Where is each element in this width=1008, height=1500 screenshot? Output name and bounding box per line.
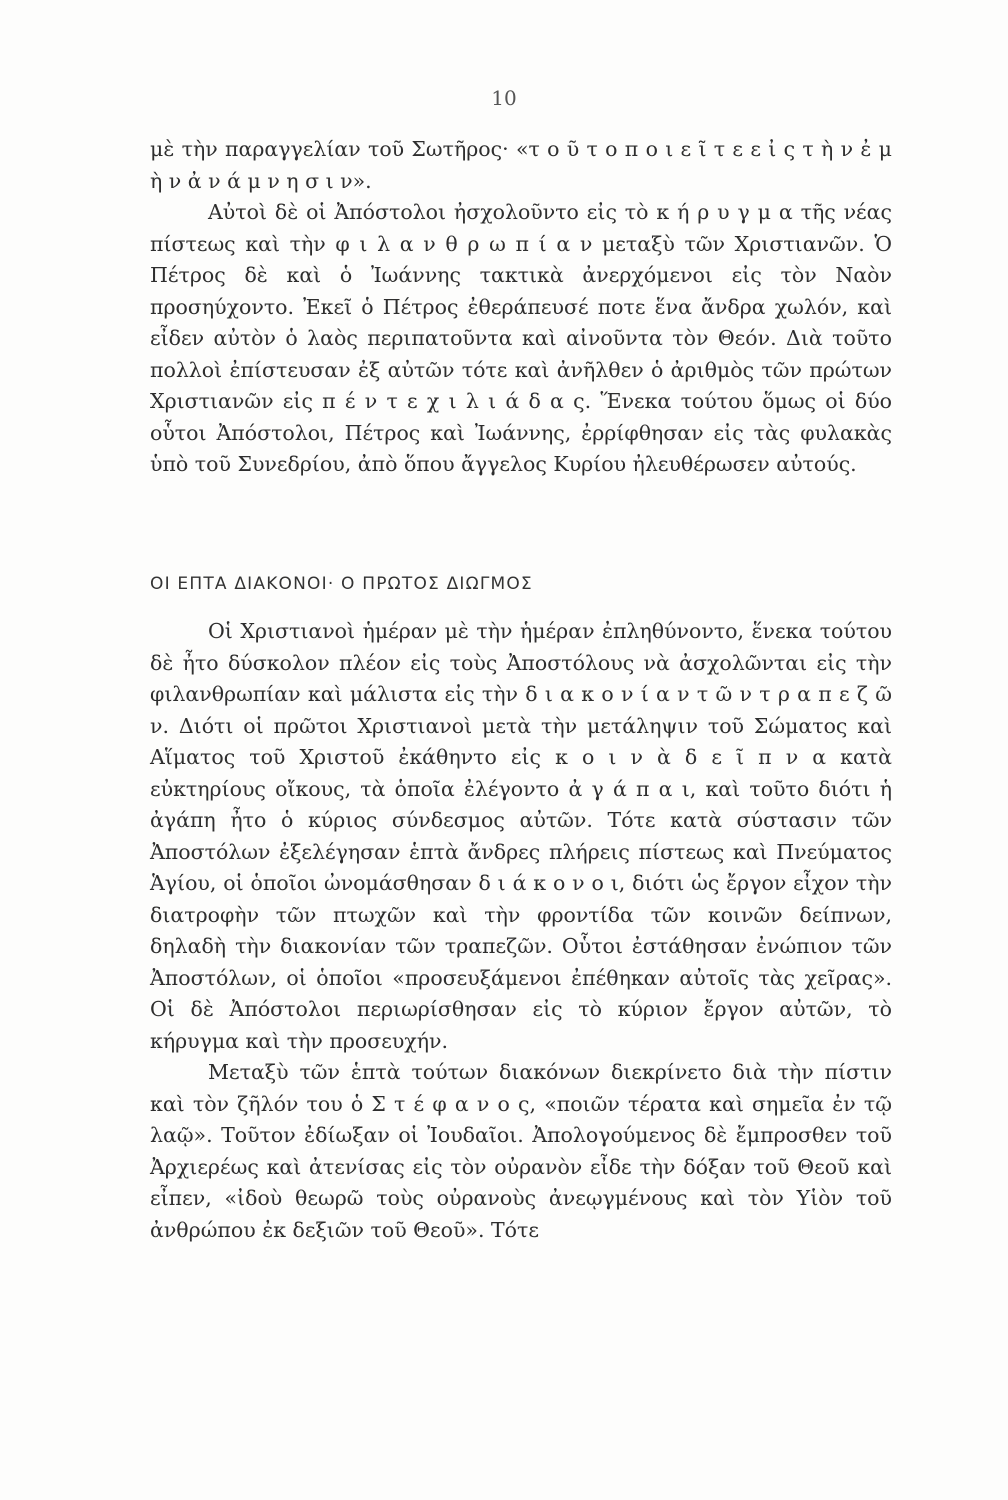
- paragraph: μὲ τὴν παραγγελίαν τοῦ Σωτῆρος· «τ ο ῦ τ ο π ο ι ε ῖ τ ε ε ἰ ς τ ὴ ν ἐ μ ὴ ν ἀ ν ά μ ν η σ ι ν».: [150, 137, 892, 193]
- paragraph: Οἱ Χριστιανοὶ ἡμέραν μὲ τὴν ἡμέραν ἐπληθύνοντο, ἕνεκα τούτου δὲ ἦτο δύσκολον πλέον εἰς τοὺς Ἀποστόλους νὰ ἀσχολῶνται εἰς τὴν φιλανθρωπίαν καὶ μάλιστα εἰς τὴν δ ι α κ ο ν ί α ν τ ῶ ν τ ρ α π ε ζ ῶ ν. Διότι οἱ πρῶτοι Χριστιανοὶ μετὰ τὴν μετάληψιν τοῦ Σώματος καὶ Αἵματος τοῦ Χριστοῦ ἐκάθηντο εἰς κ ο ι ν ὰ δ ε ῖ π ν α κατὰ εὐκτηρίους οἴκους, τὰ ὁποῖα ἐλέγοντο ἀ γ ά π α ι, καὶ τοῦτο διότι ἡ ἀγάπη ἦτο ὁ κύριος σύνδεσμος αὐτῶν. Τότε κατὰ σύστασιν τῶν Ἀποστόλων ἐξελέγησαν ἑπτὰ ἄνδρες πλήρεις πίστεως καὶ Πνεύματος Ἁγίου, οἱ ὁποῖοι ὠνομάσθησαν δ ι ά κ ο ν ο ι, διότι ὡς ἔργον εἶχον τὴν διατροφὴν τῶν πτωχῶν καὶ τὴν φροντίδα τῶν κοινῶν δείπνων, δηλαδὴ τὴν διακονίαν τῶν τραπεζῶν. Οὗτοι ἐστάθησαν ἐνώπιον τῶν Ἀποστόλων, οἱ ὁποῖοι «προσευξάμενοι ἐπέθηκαν αὐτοῖς τὰς χεῖρας». Οἱ δὲ Ἀπόστολοι περιωρίσθησαν εἰς τὸ κύριον ἔργον αὐτῶν, τὸ κήρυγμα καὶ τὴν προσευχήν.: [150, 619, 892, 1053]
- section-text-1: [150, 134, 892, 481]
- section-heading: ΟΙ ΕΠΤΑ ΔΙΑΚΟΝΟΙ· Ο ΠΡΩΤΟΣ ΔΙΩΓΜΟΣ: [150, 574, 533, 594]
- paragraph: Μεταξὺ τῶν ἑπτὰ τούτων διακόνων διεκρίνετο διὰ τὴν πίστιν καὶ τὸν ζῆλόν του ὁ Σ τ έ φ α ν ο ς, «ποιῶν τέρατα καὶ σημεῖα ἐν τῷ λαῷ». Τοῦτον ἐδίωξαν οἱ Ἰουδαῖοι. Ἀπολογούμενος δὲ ἔμπροσθεν τοῦ Ἀρχιερέως καὶ ἀτενίσας εἰς τὸν οὐρανὸν εἶδε τὴν δόξαν τοῦ Θεοῦ καὶ εἶπεν, «ἰδοὺ θεωρῶ τοὺς οὐρανοὺς ἀνεῳγμένους καὶ τὸν Υἱὸν τοῦ ἀνθρώπου ἐκ δεξιῶν τοῦ Θεοῦ». Τότε: [150, 1060, 892, 1242]
- section-text-2: [150, 616, 892, 1246]
- paragraph: Αὐτοὶ δὲ οἱ Ἀπόστολοι ἠσχολοῦντο εἰς τὸ κ ή ρ υ γ μ α τῆς νέας πίστεως καὶ τὴν φ ι λ α ν θ ρ ω π ί α ν μεταξὺ τῶν Χριστιανῶν. Ὁ Πέτρος δὲ καὶ ὁ Ἰωάννης τακτικὰ ἀνερχόμενοι εἰς τὸν Ναὸν προσηύχοντο. Ἐκεῖ ὁ Πέτρος ἐθεράπευσέ ποτε ἕνα ἄνδρα χωλόν, καὶ εἶδεν αὐτὸν ὁ λαὸς περιπατοῦντα καὶ αἰνοῦντα τὸν Θεόν. Διὰ τοῦτο πολλοὶ ἐπίστευσαν ἐξ αὐτῶν τότε καὶ ἀνῆλθεν ὁ ἀριθμὸς τῶν πρώτων Χριστιανῶν εἰς π έ ν τ ε χ ι λ ι ά δ α ς. Ἕνεκα τούτου ὅμως οἱ δύο οὗτοι Ἀπόστολοι, Πέτρος καὶ Ἰωάννης, ἐρρίφθησαν εἰς τὰς φυλακὰς ὑπὸ τοῦ Συνεδρίου, ἀπὸ ὅπου ἄγγελος Κυρίου ἠλευθέρωσεν αὐτούς.: [150, 200, 892, 476]
- page-number: 10: [491, 86, 517, 110]
